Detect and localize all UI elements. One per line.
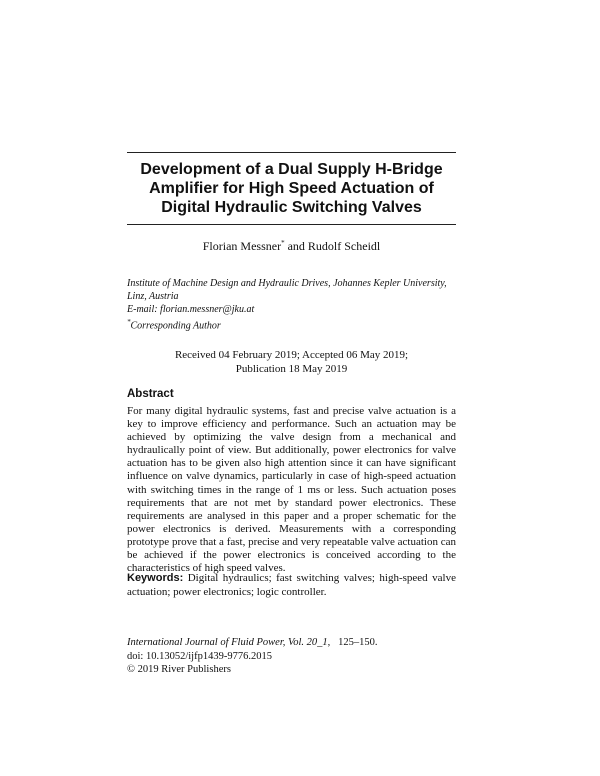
title-line: Digital Hydraulic Switching Valves [161, 199, 422, 216]
citation-block [127, 636, 456, 677]
abstract-body: For many digital hydraulic systems, fast and precise valve actuation is a key to improve efficiency and performance. Such an actuation may be achieved by optimizing the valve design from a mechanical and hydraulically point of view. But additionally, power electronics for valve actuation has to be given also high attention since it can have significant influence on valve dynamics, particularly in case of high-speed actuation with switching times in the range of 1 ms or less. Such actuation poses requirements that are not met by standard power electronics. These requirements are analysed in this paper and a proper schematic for the power electronics is derived. Measurements with a corresponding prototype prove that a fast, precise and very repeatable valve actuation can be achieved if the power electronics is conceived according to the characteristics of high speed valves. [127, 405, 456, 575]
corresponding-mark: * [281, 239, 285, 247]
affiliation-line: Institute of Machine Design and Hydraulic Drives, Johannes Kepler University, [127, 278, 447, 289]
abstract-heading: Abstract [127, 388, 174, 400]
affiliation-block [127, 277, 456, 332]
keywords-text: Digital hydraulics; fast switching valves; high-speed valve actuation; power electronics; logic controller. [127, 572, 456, 598]
title-line: Development of a Dual Supply H-Bridge [140, 161, 443, 178]
corresponding-label: Corresponding Author [130, 320, 221, 332]
author-list [127, 236, 456, 254]
dates-line: Received 04 February 2019; Accepted 06 May 2019; [174, 349, 409, 361]
author-name: Rudolf Scheidl [307, 239, 381, 253]
keywords-block [127, 572, 456, 599]
paper-title [127, 160, 456, 217]
affiliation-line: Linz, Austria [127, 291, 179, 302]
journal-name: International Journal of Fluid Power, Vol. 20_1, [127, 637, 331, 648]
corresponding-note [127, 316, 456, 332]
corresponding-mark: * [127, 318, 131, 326]
keywords-label: Keywords: [127, 572, 184, 584]
author-name: Florian Messner [202, 239, 282, 253]
publication-dates [127, 348, 456, 376]
dates-line: Publication 18 May 2019 [235, 363, 348, 375]
doi-line: doi: 10.13052/ijfp1439-9776.2015 [127, 650, 272, 662]
journal-line [127, 636, 456, 650]
title-top-rule [127, 152, 456, 153]
author-email: E-mail: florian.messner@jku.at [127, 304, 255, 315]
copyright-line: © 2019 River Publishers [127, 664, 231, 675]
title-bottom-rule [127, 224, 456, 225]
page-range: 125–150. [330, 637, 378, 648]
title-line: Amplifier for High Speed Actuation of [149, 180, 434, 197]
author-connector: and [284, 239, 308, 253]
